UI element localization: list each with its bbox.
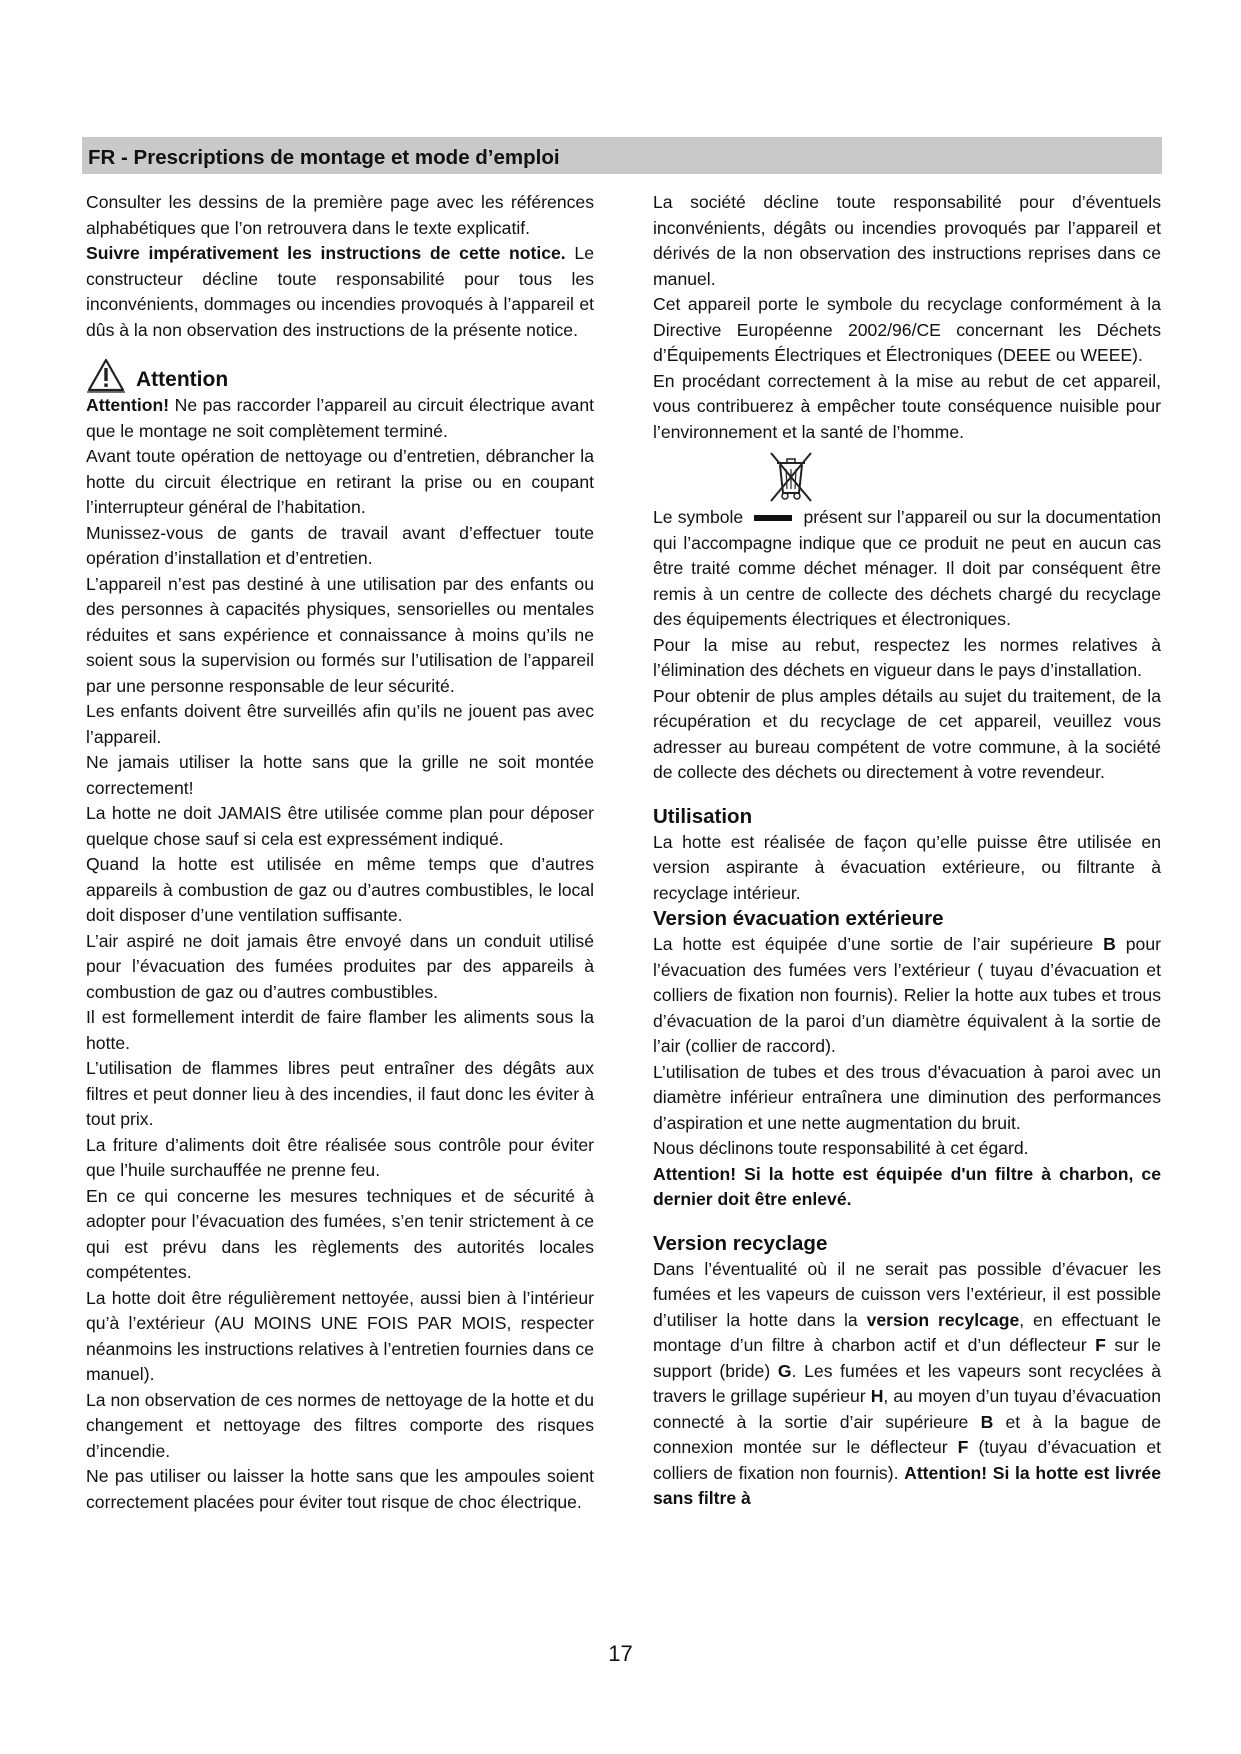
safety-paragraph: Les enfants doivent être surveillés afin qu’ils ne jouent pas avec l’appareil. [86,701,594,747]
external-exhaust-paragraph [653,932,1161,1060]
text-run: Dans l’éventualité où il ne serait pas possible d’évacuer les fumées et les vapeurs de cuisson vers l’extérieur, il est possible d’utiliser la hotte dans la [653,1258,1161,1330]
text-run: , en effectuant le montage d’un filtre à charbon actif et d’un déflecteur [653,1309,1161,1355]
safety-paragraph: En ce qui concerne les mesures techniques et de sécurité à adopter pour l’évacuation des fumées, s’en tenir strictement à ce qui est prévu dans les règlements des autorités locales compétentes. [86,1185,594,1282]
safety-paragraph: L’utilisation de flammes libres peut entraîner des dégâts aux filtres et peut donner lieu à des incendies, il faut donc les éviter à tout prix. [86,1058,594,1129]
tube-diameter-paragraph: L’utilisation de tubes et des trous d'évacuation à paroi avec un diamètre inférieur entraînera une diminution des performances d’aspiration et une nette augmentation du bruit. [653,1061,1161,1133]
intro-rest: Le constructeur décline toute responsabilité pour tous les inconvénients, dommages ou incendies provoqués à l’appareil et dûs à la non observation des instructions de la présente notice. [86,243,594,340]
ref-letter: H [870,1386,884,1406]
recycling-directive-paragraph: Cet appareil porte le symbole du recyclage conformément à la Directive Européenne 2002/96/CE concernant les Déchets d’Équipements Électriques et Électroniques (DEEE ou WEEE). [653,294,1161,365]
safety-paragraph: Ne pas utiliser ou laisser la hotte sans que les ampoules soient correctement placées pour éviter tout risque de choc électrique. [86,1466,594,1512]
recycling-version-paragraph [653,1257,1161,1512]
ref-letter: G [777,1360,792,1381]
symbol-post-text: présent sur l’appareil ou sur la documentation qui l’accompagne indique que ce produit ne peut en aucun cas être traité comme déchet ménager. Il doit par conséquent être remis à un centre de collecte des déchets chargé du recyclage des équipements électriques et électroniques. [653,507,1161,629]
black-bar-symbol-icon [754,515,792,521]
page-number: 17 [608,1641,633,1666]
ref-letter: F [957,1437,969,1457]
text-run: et à la bague de connexion montée sur le déflecteur [653,1411,1161,1457]
text-run: , au moyen d’un tuyau d’évacuation connecté à la sortie d’air supérieure [653,1386,1161,1432]
safety-paragraph: Il est formellement interdit de faire flamber les aliments sous la hotte. [86,1007,594,1053]
safety-paragraph: L’appareil n’est pas destiné à une utilisation par des enfants ou des personnes à capacités physiques, sensorielles ou mentales réduites et sans expérience et connaissance à moins qu’ils ne soient sous la supervision ou formés sur l’utilisation de l’appareil par une personne responsable de leur sécurité. [86,573,594,696]
attention-title: Attention [136,368,229,391]
safety-paragraph: La friture d’aliments doit être réalisée sous contrôle pour éviter que l’huile surchauffée ne prenne feu. [86,1134,594,1180]
warning-text: Attention! Si la hotte est équipée d'un filtre à charbon, ce dernier doit être enlevé. [653,1163,1161,1209]
text-run: . Les fumées et les vapeurs sont recyclées à travers le grillage supérieur [653,1360,1161,1406]
warning-triangle-icon [86,357,126,393]
intro-paragraph: Consulter les dessins de la première page avec les références alphabétiques que l’on retrouvera dans le texte explicatif. [86,192,594,238]
attention-heading [86,353,594,393]
weee-symbol-paragraph [653,505,1161,633]
text-run: (tuyau d’évacuation et colliers de fixation non fournis). [653,1437,1162,1483]
ref-letter: B [980,1411,994,1432]
external-exhaust-heading: Version évacuation extérieure [653,907,944,930]
text-run: pour l’évacuation des fumées vers l’extérieur ( tuyau d’évacuation et colliers de fixation non fournis). Relier la hotte aux tubes et trous d’évacuation de la paroi d’un diamètre équivalent à la sortie de l’air (collier de raccord). [653,934,1161,1056]
text-run: La hotte est équipée d’une sortie de l’air supérieure [653,934,1104,954]
safety-paragraph: La non observation de ces normes de nettoyage de la hotte et du changement et nettoyage des filtres comporte des risques d’incendie. [86,1389,594,1461]
symbol-pre-text: Le symbole [653,507,744,527]
disclaimer-paragraph: Nous déclinons toute responsabilité à cet égard. [653,1138,1029,1158]
crossed-out-bin-icon [768,451,814,503]
liability-paragraph: La société décline toute responsabilité pour d’éventuels inconvénients, dégâts ou incendies provoqués par l’appareil et dérivés de la non observation des instructions reprises dans ce manuel. [653,192,1161,289]
safety-paragraph: Ne jamais utiliser la hotte sans que la grille ne soit montée correctement! [86,752,594,798]
attention-paragraph [86,393,594,444]
safety-paragraph: La hotte ne doit JAMAIS être utilisée comme plan pour déposer quelque chose sauf si cela est expressément indiqué. [86,803,594,849]
right-column [653,190,1161,1512]
ref-letter: B [1103,934,1116,954]
ref-letter: F [1095,1335,1106,1355]
left-column [86,190,594,1515]
safety-paragraph: Munissez-vous de gants de travail avant d’effectuer toute opération d’installation et d’entretien. [86,522,594,568]
text-run: sur le support (bride) [653,1335,1161,1381]
safety-paragraph: Quand la hotte est utilisée en même temps que d’autres appareils à combustion de gaz ou d’autres combustibles, le local doit disposer d’une ventilation suffisante. [86,854,594,925]
more-info-paragraph: Pour obtenir de plus amples détails au sujet du traitement, de la récupération et du recyclage de cet appareil, veuillez vous adresser au bureau compétent de votre commune, à la société de collecte des déchets ou directement à votre revendeur. [653,685,1161,782]
recycling-version-heading: Version recyclage [653,1231,828,1255]
section-header [82,137,1162,174]
safety-paragraph: Avant toute opération de nettoyage ou d’entretien, débrancher la hotte du circuit électrique en retirant la prise ou en coupant l’interrupteur général de l’habitation. [86,446,594,517]
attention-text: Ne pas raccorder l’appareil au circuit électrique avant que le montage ne soit complètement terminé. [86,395,594,441]
safety-paragraph: L’air aspiré ne doit jamais être envoyé dans un conduit utilisé pour l’évacuation des fumées produites par des appareils à combustion de gaz ou d’autres combustibles. [86,930,594,1002]
attention-bold: Attention! [86,395,170,415]
safety-paragraph: La hotte doit être régulièrement nettoyée, aussi bien à l’intérieur qu’à l’extérieur (AU MOINS UNE FOIS PAR MOIS, respecter néanmoins les instructions relatives à l’entretien fournies dans ce manuel). [86,1287,594,1384]
disposal-paragraph: En procédant correctement à la mise au rebut de cet appareil, vous contribuerez à empêcher toute conséquence nuisible pour l’environnement et la santé de l’homme. [653,370,1161,442]
carbon-filter-warning [653,1162,1161,1213]
utilisation-heading: Utilisation [653,804,753,828]
warning-text: Attention! Si la hotte est livrée sans filtre à [653,1462,1161,1508]
section-title: FR - Prescriptions de montage et mode d’emploi [88,146,560,169]
intro-paragraph-2 [86,241,594,343]
bold-run: version recylcage [866,1309,1020,1330]
intro-bold: Suivre impérativement les instructions de cette notice. [86,243,566,263]
utilisation-paragraph: La hotte est réalisée de façon qu’elle puisse être utilisée en version aspirante à évacuation extérieure, ou filtrante à recyclage intérieur. [653,831,1161,903]
disposal-norms-paragraph: Pour la mise au rebut, respectez les normes relatives à l’élimination des déchets en vigueur dans le pays d’installation. [653,634,1161,680]
